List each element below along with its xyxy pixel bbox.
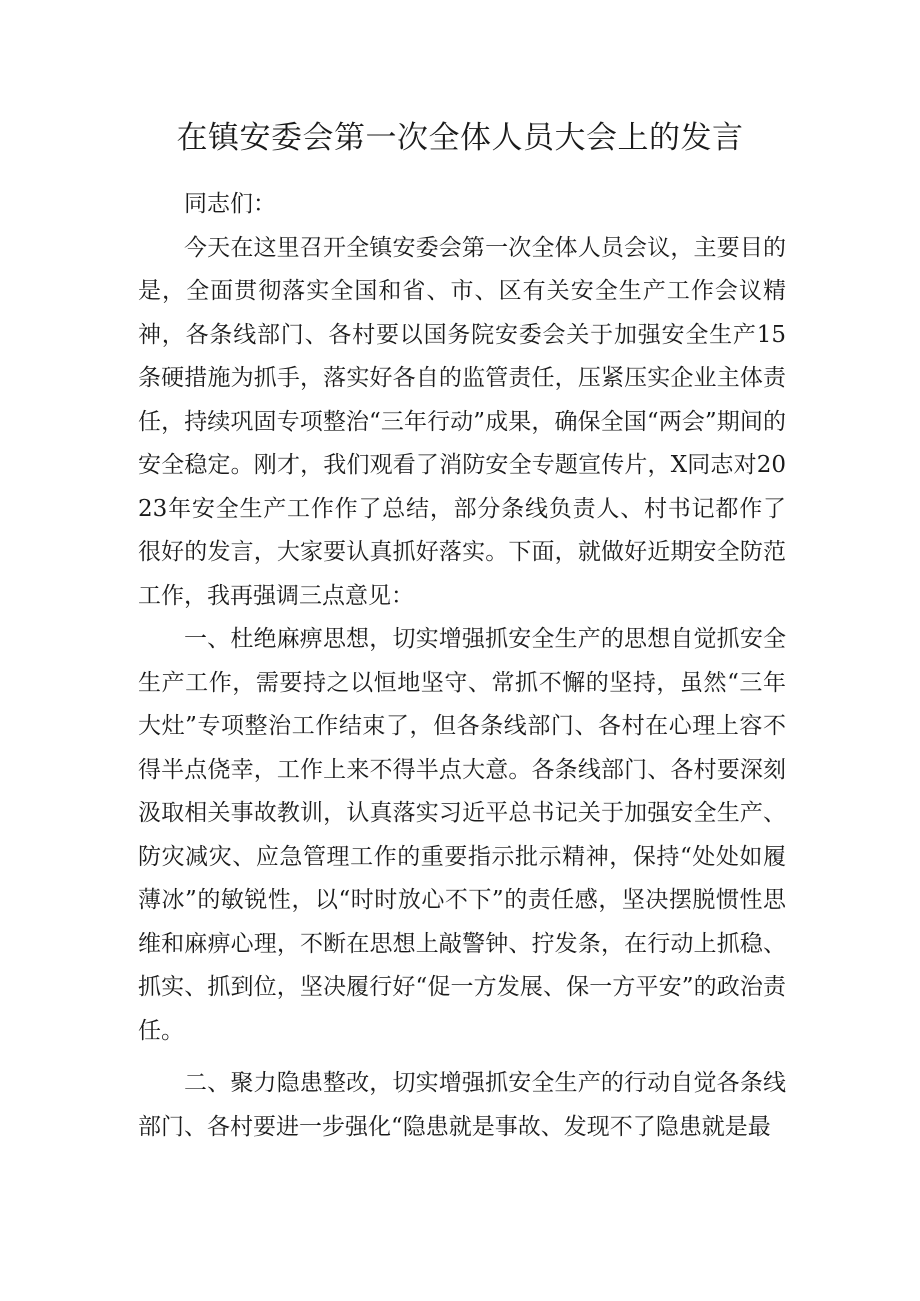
document-title: 在镇安委会第一次全体人员大会上的发言 (176, 120, 744, 156)
document-body (138, 183, 786, 1149)
paragraph-intro: 今天在这里召开全镇安委会第一次全体人员会议，主要目的是，全面贯彻落实全国和省、市、区有关安全生产工作会议精神，各条线部门、各村要以国务院安委会关于加强安全生产15条硬措施为抓手，落实好各自的监管责任，压紧压实企业主体责任，持续巩固专项整治“三年行动”成果，确保全国“两会”期间的安全稳定。刚才，我们观看了消防安全专题宣传片，X同志对2023年安全生产工作作了总结，部分条线负责人、村书记都作了很好的发言，大家要认真抓好落实。下面，就做好近期安全防范工作，我再强调三点意见： (138, 234, 786, 609)
salutation: 同志们： (184, 191, 276, 217)
paragraph-point-two: 二、聚力隐患整改，切实增强抓安全生产的行动自觉各条线部门、各村要进一步强化“隐患就是事故、发现不了隐患就是最 (138, 1070, 786, 1140)
paragraph-point-one: 一、杜绝麻痹思想，切实增强抓安全生产的思想自觉抓安全生产工作，需要持之以恒地坚守、常抓不懈的坚持，虽然“三年大灶”专项整治工作结束了，但各条线部门、各村在心理上容不得半点侥幸，工作上来不得半点大意。各条线部门、各村要深刻汲取相关事故教训，认真落实习近平总书记关于加强安全生产、防灾减灾、应急管理工作的重要指示批示精神，保持“处处如履薄冰”的敏锐性，以“时时放心不下”的责任感，坚决摆脱惯性思维和麻痹心理，不断在思想上敲警钟、拧发条，在行动上抓稳、抓实、抓到位，坚决履行好“促一方发展、保一方平安”的政治责任。 (138, 626, 786, 1044)
